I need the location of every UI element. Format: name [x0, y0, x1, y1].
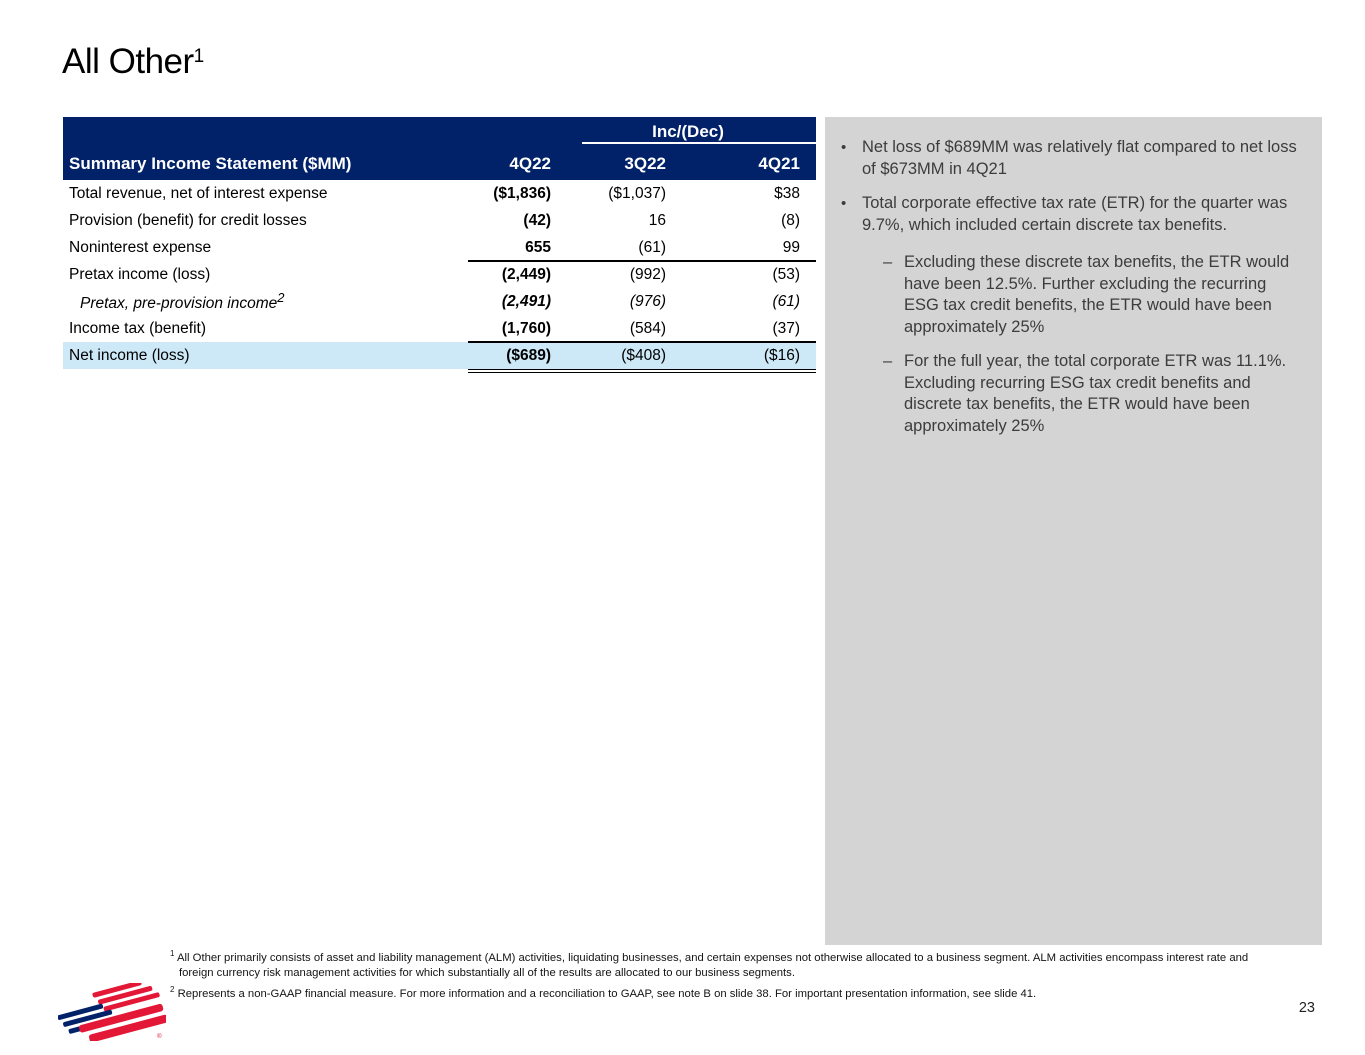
- footnote-text: All Other primarily consists of asset and liability management (ALM) activities, liquidating businesses, and certain expenses not otherwise allocated to a business segment. ALM activities encompass interest rate and foreign currency risk management activities for which substantially all of the results are allocated to our business segments.: [176, 951, 1249, 980]
- row-label: Pretax income (loss): [69, 265, 211, 283]
- value-4q21: (53): [772, 265, 801, 283]
- value-3q22: (61): [638, 238, 666, 256]
- sub-bullet-text: For the full year, the total corporate ETR was 11.1%. Excluding recurring ESG tax credit benefits and discrete tax benefits, the ETR would have been approximately 25%: [904, 352, 1287, 435]
- table-title: Summary Income Statement ($MM): [63, 147, 430, 180]
- table-row: [63, 261, 816, 288]
- table-row: [63, 288, 816, 315]
- row-label: Total revenue, net of interest expense: [69, 184, 328, 202]
- table-row-net-income: [63, 342, 816, 369]
- footnote-text: Represents a non-GAAP financial measure. For more information and a reconciliation to GAAP, see note B on slide 38. For important presentation information, see slide 41.: [177, 987, 1037, 1000]
- table-row: [63, 207, 816, 234]
- footnotes: [170, 946, 1280, 1002]
- bullet-item: [841, 193, 1302, 236]
- table-group-header-row: [63, 117, 816, 147]
- value-4q22: ($1,836): [493, 184, 551, 202]
- bullet-item: [841, 137, 1302, 180]
- value-4q22: (2,491): [501, 292, 551, 310]
- spacer-cell: [63, 117, 430, 147]
- table-row: [63, 315, 816, 342]
- column-header-3q22: 3Q22: [560, 147, 675, 180]
- dash-icon: [883, 252, 904, 338]
- row-label: Provision (benefit) for credit losses: [69, 211, 307, 229]
- spacer-cell: [430, 117, 560, 147]
- footnote-ref: 2: [170, 984, 175, 994]
- sub-bullet-item: [883, 252, 1302, 338]
- row-label: Noninterest expense: [69, 238, 212, 256]
- value-4q21: 99: [782, 238, 801, 256]
- sub-bullet-text: Excluding these discrete tax benefits, the ETR would have been 12.5%. Further excluding the recurring ESG tax credit benefits, the ETR would have been approximately 25%: [904, 253, 1290, 336]
- table-rule-above-net-income: [468, 341, 816, 343]
- value-4q21: (8): [781, 211, 801, 229]
- table-rule-above-pretax: [468, 260, 816, 262]
- row-label: Net income (loss): [63, 342, 430, 369]
- row-label-footnote-ref: 2: [277, 289, 285, 305]
- bullet-icon: [841, 137, 862, 180]
- row-label: Income tax (benefit): [69, 319, 206, 337]
- value-4q22: 655: [525, 238, 551, 256]
- value-4q21: $38: [774, 184, 801, 202]
- footnote-2: [170, 982, 1280, 1002]
- value-4q22: (2,449): [501, 265, 551, 283]
- bullet-text: Total corporate effective tax rate (ETR) for the quarter was 9.7%, which included certain discrete tax benefits.: [862, 194, 1288, 234]
- table-column-header-row: [63, 147, 816, 180]
- table-row: [63, 180, 816, 207]
- summary-income-statement-table: [63, 117, 816, 369]
- table-double-rule-bottom: [468, 369, 816, 373]
- value-4q22: ($689): [430, 342, 560, 369]
- registered-mark: ®: [157, 1033, 162, 1041]
- footnote-1: [170, 946, 1280, 982]
- column-header-4q22: 4Q22: [430, 147, 560, 180]
- bank-of-america-flag-icon: [58, 983, 166, 1041]
- page-title: [62, 42, 204, 82]
- value-3q22: (976): [629, 292, 666, 310]
- value-4q22: (42): [523, 211, 551, 229]
- table-row: [63, 234, 816, 261]
- value-4q22: (1,760): [501, 319, 551, 337]
- bank-of-america-flag-logo: [58, 983, 166, 1041]
- column-header-4q21: 4Q21: [675, 147, 816, 180]
- value-4q21: ($16): [675, 342, 816, 369]
- value-3q22: 16: [648, 211, 666, 229]
- value-3q22: (584): [629, 319, 666, 337]
- bullet-icon: [841, 193, 862, 236]
- page-title-text: All Other: [62, 42, 194, 81]
- page-title-footnote-ref: 1: [193, 46, 204, 68]
- bullet-text: Net loss of $689MM was relatively flat compared to net loss of $673MM in 4Q21: [862, 138, 1297, 178]
- value-4q21: (37): [772, 319, 801, 337]
- sub-bullet-item: [883, 351, 1302, 437]
- value-3q22: ($1,037): [608, 184, 666, 202]
- value-3q22: ($408): [560, 342, 675, 369]
- commentary-panel: [825, 117, 1322, 945]
- page-number: 23: [1298, 1000, 1315, 1016]
- value-3q22: (992): [629, 265, 666, 283]
- dash-icon: [883, 351, 904, 437]
- row-label: [63, 288, 430, 315]
- row-label-text: Pretax, pre-provision income: [80, 295, 278, 313]
- footnote-ref: 1: [170, 949, 175, 958]
- inc-dec-group-header: Inc/(Dec): [560, 117, 816, 147]
- value-4q21: (61): [772, 292, 801, 310]
